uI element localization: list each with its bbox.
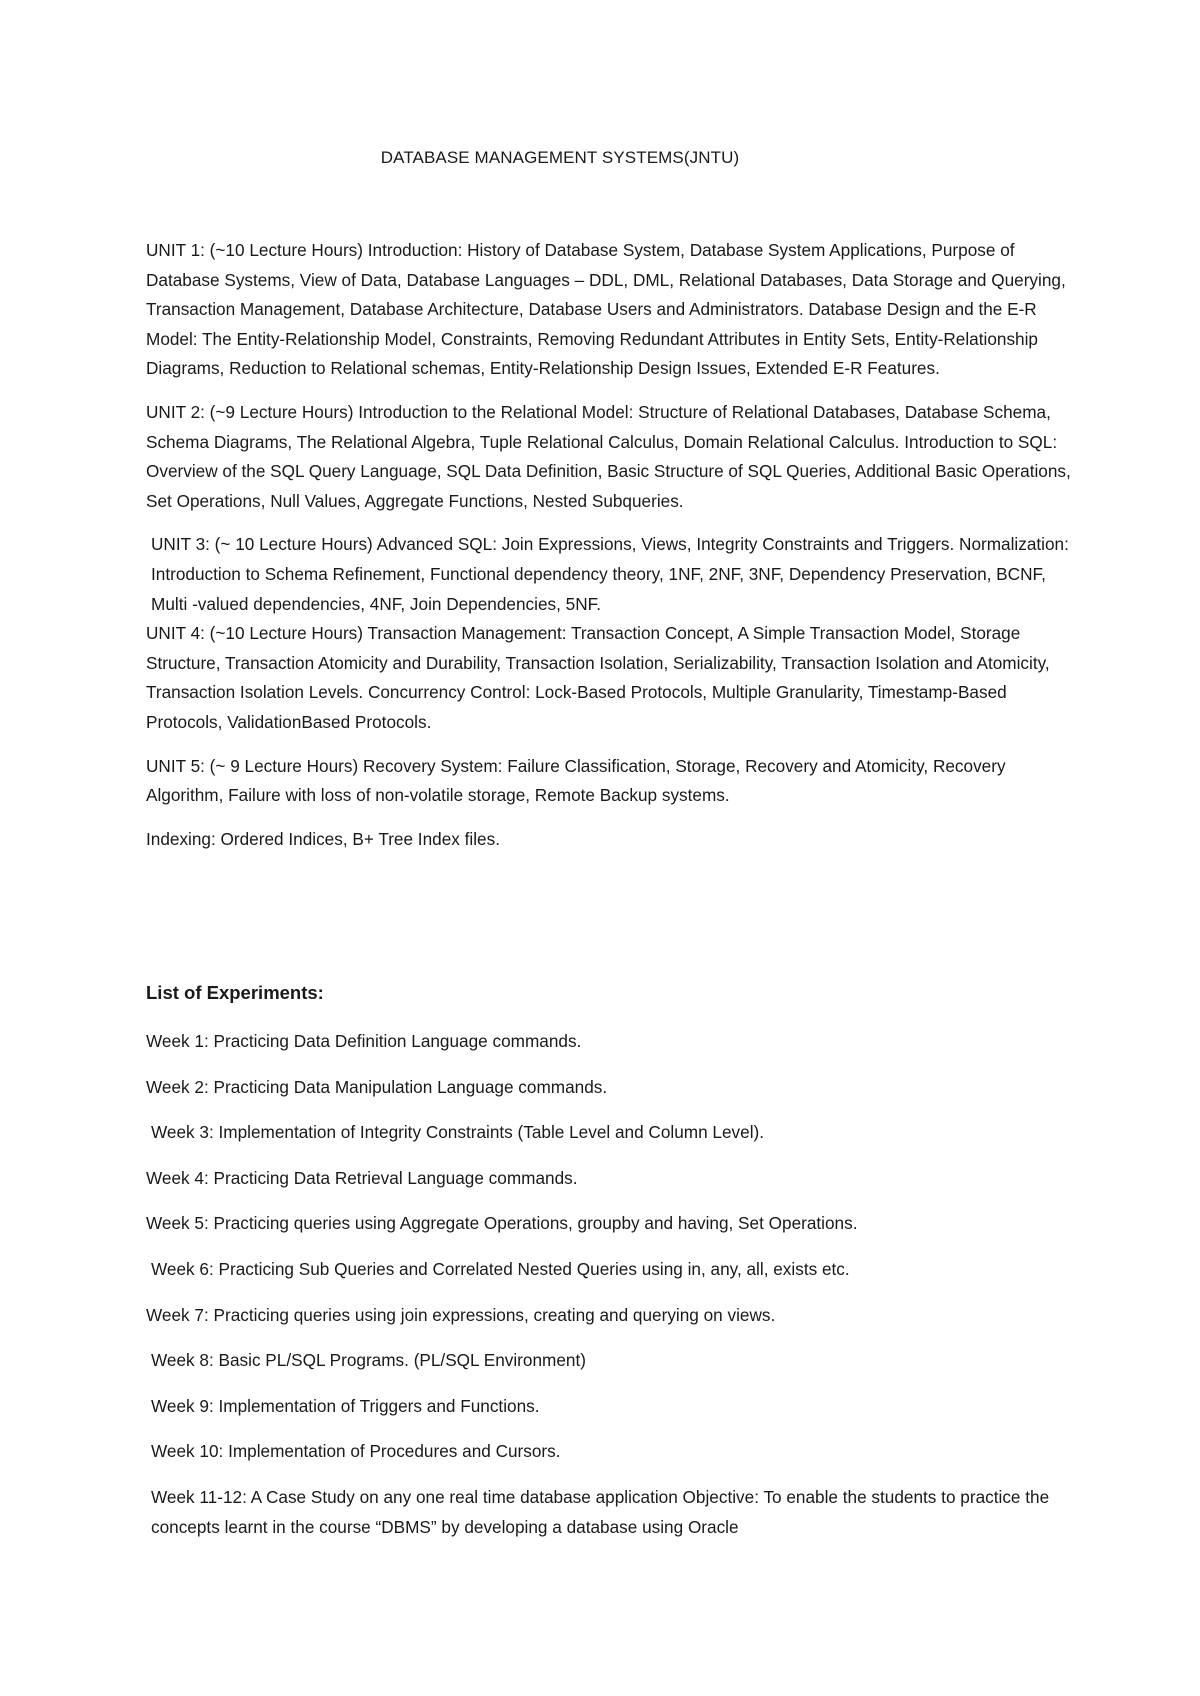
week-3-item: Week 3: Implementation of Integrity Constraints (Table Level and Column Level).	[151, 1122, 765, 1143]
unit-5-paragraph: UNIT 5: (~ 9 Lecture Hours) Recovery System: Failure Classification, Storage, Recovery and Atomicity, Recovery Algorithm, Failure with loss of non-volatile storage, Remote Backup systems.	[146, 755, 1006, 806]
unit-2-paragraph: UNIT 2: (~9 Lecture Hours) Introduction to the Relational Model: Structure of Relational Databases, Database Schema, Schema Diagrams, The Relational Algebra, Tuple Relational Calculus, Domain Relational Calculus. Introduction to SQL: Overview of the SQL Query Language, SQL Data Definition, Basic Structure of SQL Queries, Additional Basic Operations, Set Operations, Null Values, Aggregate Functions, Nested Subqueries.	[146, 401, 1071, 511]
week-8-item: Week 8: Basic PL/SQL Programs. (PL/SQL Environment)	[151, 1350, 586, 1371]
week-7-item: Week 7: Practicing queries using join expressions, creating and querying on views.	[146, 1304, 776, 1325]
unit-4-paragraph: UNIT 4: (~10 Lecture Hours) Transaction Management: Transaction Concept, A Simple Transaction Model, Storage Structure, Transaction Atomicity and Durability, Transaction Isolation, Serializability, Transaction Isolation and Atomicity, Transaction Isolation Levels. Concurrency Control: Lock-Based Protocols, Multiple Granularity, Timestamp-Based Protocols, ValidationBased Protocols.	[146, 623, 1050, 732]
week-5-item: Week 5: Practicing queries using Aggregate Operations, groupby and having, Set Operations.	[146, 1213, 858, 1234]
experiments-list	[146, 1027, 1076, 1558]
week-9-item: Week 9: Implementation of Triggers and Functions.	[151, 1395, 540, 1416]
week-10-item: Week 10: Implementation of Procedures and Cursors.	[151, 1441, 561, 1462]
unit-3-paragraph: UNIT 3: (~ 10 Lecture Hours) Advanced SQL: Join Expressions, Views, Integrity Constraints and Triggers. Normalization: Introduction to Schema Refinement, Functional dependency theory, 1NF, 2NF, 3NF, Dependency Preservation, BCNF, Multi -valued dependencies, 4NF, Join Dependencies, 5NF.	[151, 534, 1069, 614]
document-title: DATABASE MANAGEMENT SYSTEMS(JNTU)	[380, 148, 740, 167]
week-2-item: Week 2: Practicing Data Manipulation Language commands.	[146, 1076, 608, 1097]
week-1-item: Week 1: Practicing Data Definition Language commands.	[146, 1031, 582, 1051]
unit-1-paragraph: UNIT 1: (~10 Lecture Hours) Introduction: History of Database System, Database System Applications, Purpose of Database Systems, View of Data, Database Languages – DDL, DML, Relational Databases, Data Storage and Querying, Transaction Management, Database Architecture, Database Users and Administrators. Database Design and the E-R Model: The Entity-Relationship Model, Constraints, Removing Redundant Attributes in Entity Sets, Entity-Relationship Diagrams, Reduction to Relational schemas, Entity-Relationship Design Issues, Extended E-R Features.	[146, 240, 1066, 379]
week-4-item: Week 4: Practicing Data Retrieval Language commands.	[146, 1167, 578, 1188]
week-11-12-item: Week 11-12: A Case Study on any one real time database application Objective: To enable the students to practice the concepts learnt in the course “DBMS” by developing a database using Oracle	[151, 1486, 1050, 1537]
experiments-heading: List of Experiments:	[146, 982, 324, 1003]
week-6-item: Week 6: Practicing Sub Queries and Correlated Nested Queries using in, any, all, exists etc.	[151, 1258, 850, 1279]
syllabus-units	[146, 236, 1076, 868]
indexing-paragraph: Indexing: Ordered Indices, B+ Tree Index files.	[146, 828, 500, 849]
